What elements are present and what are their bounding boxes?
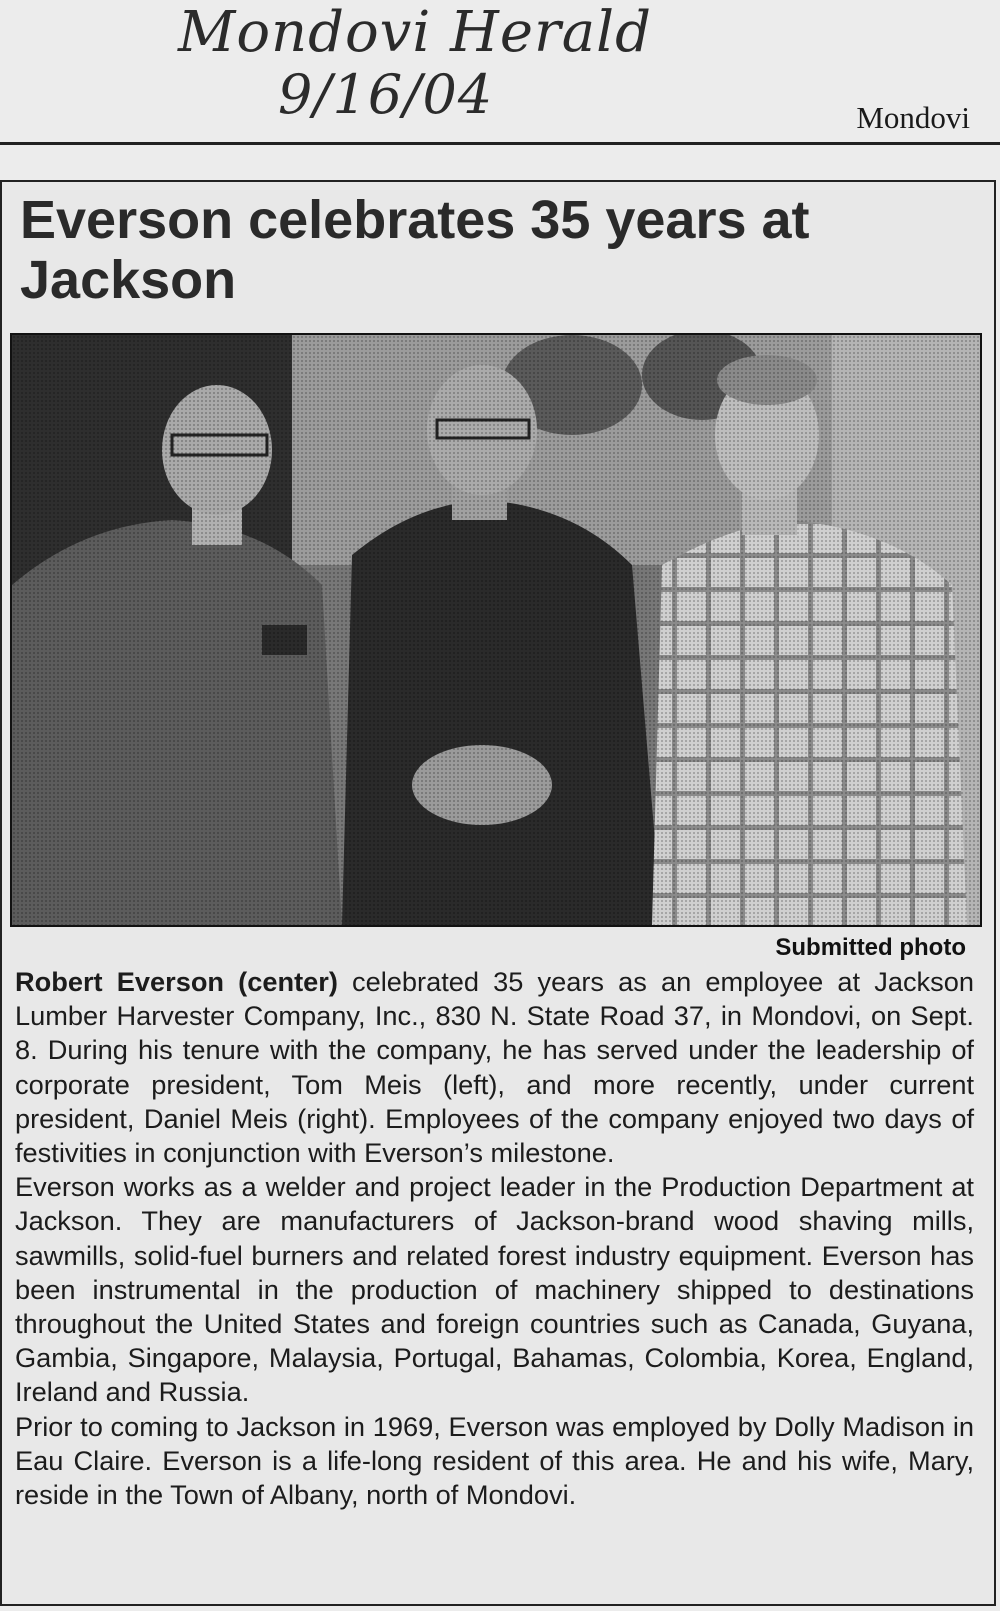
handwritten-date: 9/16/04 [278,63,494,126]
caption-lead: Robert Everson (center) [15,966,338,997]
photo-credit: Submitted photo [775,934,966,961]
top-divider [0,142,1000,145]
body-paragraph-3: Prior to coming to Jackson in 1969, Everson was employed by Dolly Madison in Eau Claire. Everson is a life-long resident of this area. He and his wife, Mary, reside in the Town of Albany, north of Mondovi. [15,1410,974,1511]
article [0,180,996,1606]
handwritten-annotation [178,2,652,126]
section-label: Mondovi [856,100,970,135]
caption-text: celebrated 35 years as an employee at Jackson Lumber Harvester Company, Inc., 830 N. State Road 37, in Mondovi, on Sept. 8. During his tenure with the company, he has served under the leadership of corporate president, Tom Meis (left), and more recently, under current president, Daniel Meis (right). Employees of the company enjoyed two days of festivities in conjunction with Everson’s milestone. [15,966,974,1169]
handwritten-source: Mondovi Herald [178,0,652,65]
caption-paragraph [15,965,974,1170]
article-photo [10,333,982,927]
photo-illustration [12,335,980,925]
headline: Everson celebrates 35 years at Jackson [20,190,810,310]
body-paragraph-2: Everson works as a welder and project leader in the Production Department at Jackson. They are manufacturers of Jackson-brand wood shaving mills, sawmills, solid-fuel burners and related forest industry equipment. Everson has been instrumental in the production of machinery shipped to destinations throughout the United States and foreign countries such as Canada, Guyana, Gambia, Singapore, Malaysia, Portugal, Bahamas, Colombia, Korea, England, Ireland and Russia. [15,1171,974,1408]
article-body [15,965,974,1512]
